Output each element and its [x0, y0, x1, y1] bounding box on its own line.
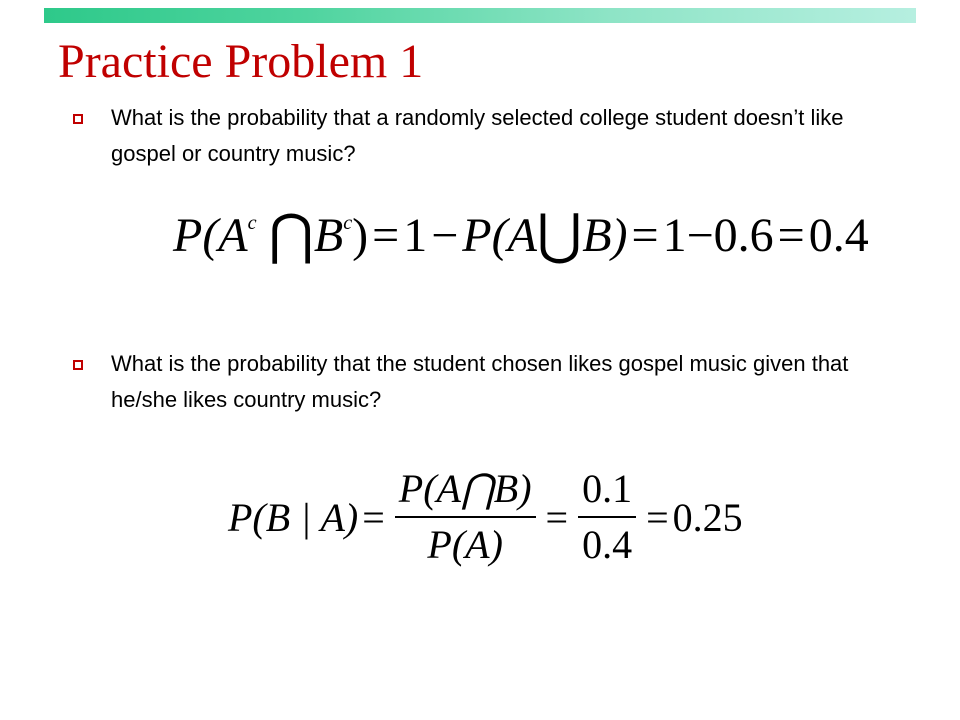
bullet-text: What is the probability that a randomly selected college student doesn’t like gospel or country music?: [111, 105, 844, 166]
hollow-square-bullet-icon: [73, 360, 83, 370]
eq-close-paren: ): [352, 209, 369, 262]
equation-complement-probability: [173, 206, 869, 266]
eq-term-b-close: B): [582, 209, 628, 262]
fraction-numeric: [578, 465, 636, 569]
union-symbol: ⋃: [536, 204, 583, 265]
eq-term-p-a: P(A: [462, 209, 537, 262]
eq-equals: =: [777, 209, 805, 262]
eq-equals: =: [372, 209, 400, 262]
fraction-bar: [578, 516, 636, 518]
eq-result: 0.4: [808, 209, 869, 262]
fraction-denominator: 0.4: [582, 522, 633, 567]
hollow-square-bullet-icon: [73, 114, 83, 124]
fraction-numerator: 0.1: [582, 466, 633, 511]
eq-one: 1: [403, 209, 428, 262]
fraction-numerator: P(A⋂B): [398, 466, 532, 511]
fraction-denominator: P(A): [427, 522, 503, 567]
fraction-bar: [395, 516, 536, 518]
eq-term-p-a: P(A: [173, 209, 248, 262]
eq-equals: =: [545, 494, 569, 540]
eq-superscript-c: c: [343, 211, 353, 234]
eq-one-minus-value: 1−0.6: [662, 209, 774, 262]
bullet-text: What is the probability that the student chosen likes gospel music given that he/she likes country music?: [111, 351, 849, 412]
eq-equals: =: [362, 494, 385, 540]
eq-equals: =: [646, 494, 669, 540]
slide-title: Practice Problem 1: [58, 35, 424, 88]
top-accent-bar: [44, 8, 916, 23]
eq-equals: =: [631, 209, 659, 262]
eq-term-b: B: [313, 209, 344, 262]
eq-superscript-c: c: [247, 211, 257, 234]
bullet-item-question-2: [70, 346, 890, 418]
bullet-item-question-1: [70, 100, 890, 172]
equation-conditional-probability: [228, 462, 743, 572]
eq-lhs-conditional: P(B | A): [228, 494, 359, 540]
fraction-intersection-over-pa: [395, 465, 536, 569]
eq-result: 0.25: [672, 494, 743, 540]
intersection-symbol: ⋂: [268, 204, 314, 265]
eq-minus: −: [431, 209, 459, 262]
